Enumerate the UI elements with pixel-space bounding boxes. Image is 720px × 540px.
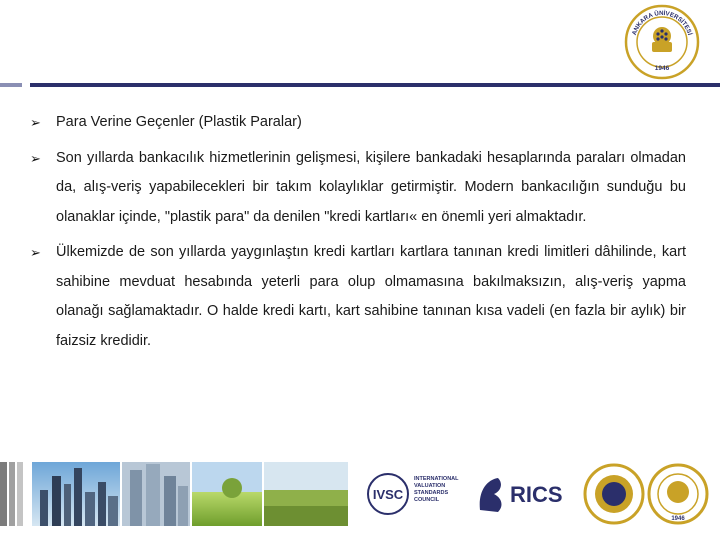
bullet-text: Para Verine Geçenler (Plastik Paralar) <box>56 114 302 130</box>
bullet-item <box>30 144 686 233</box>
footer-seal-year: 1946 <box>671 516 685 522</box>
ivsc-logo-text: IVSC <box>372 487 404 502</box>
slide-content <box>30 108 686 362</box>
arrow-bullet-icon: ➢ <box>30 150 41 166</box>
footer-seal-2 <box>649 465 707 523</box>
ivsc-caption: INTERNATIONAL VALUATION STANDARDS COUNCIL <box>414 476 459 503</box>
arrow-bullet-icon: ➢ <box>30 115 41 130</box>
seal-arc-text: ANKARA ÜNİVERSİTESİ <box>630 9 694 37</box>
city-skyline-image <box>32 462 120 526</box>
header-rule-left <box>0 83 22 87</box>
bullet-text: Ülkemizde de son yıllarda yaygınlaştın kredi kartları kartlara tanınan kredi limitleri dâhilinde, kart sahibine mevduat hesabında yeterli para olup olmamasına bakılmaksızın, alış-veriş yapma olanağı sağlamaktadır. O halde kredi kartı, kart sahibine tanınan kısa vadeli (en fazla bir aylık) bir faizsiz kredidir. <box>56 244 686 349</box>
footer-seal-1 <box>585 465 643 523</box>
ivsc-logo <box>360 462 464 526</box>
bullet-text: Son yıllarda bankacılık hizmetlerinin gelişmesi, kişilere bankadaki hesaplarında paraları olmadan da, alış-veriş yapabilecekleri bir takım kolaylıklar getirmiştir. Modern bankacılığın sunduğu bu olanaklar içinde, "plastik para" da denilen "kredi kartları« en önemli yeri almaktadır. <box>56 149 686 225</box>
university-seal-logo <box>624 4 700 80</box>
arrow-bullet-icon: ➢ <box>30 245 41 260</box>
bullet-item <box>30 108 686 138</box>
green-field-image <box>192 462 262 526</box>
field-landscape-image <box>264 462 348 526</box>
rics-logo <box>466 462 584 526</box>
header-rule <box>30 83 720 87</box>
bullet-item <box>30 238 686 356</box>
towers-image <box>122 462 190 526</box>
footer-banner <box>0 462 720 526</box>
seal-year: 1946 <box>654 65 670 72</box>
rics-logo-text: RICS <box>510 482 563 507</box>
